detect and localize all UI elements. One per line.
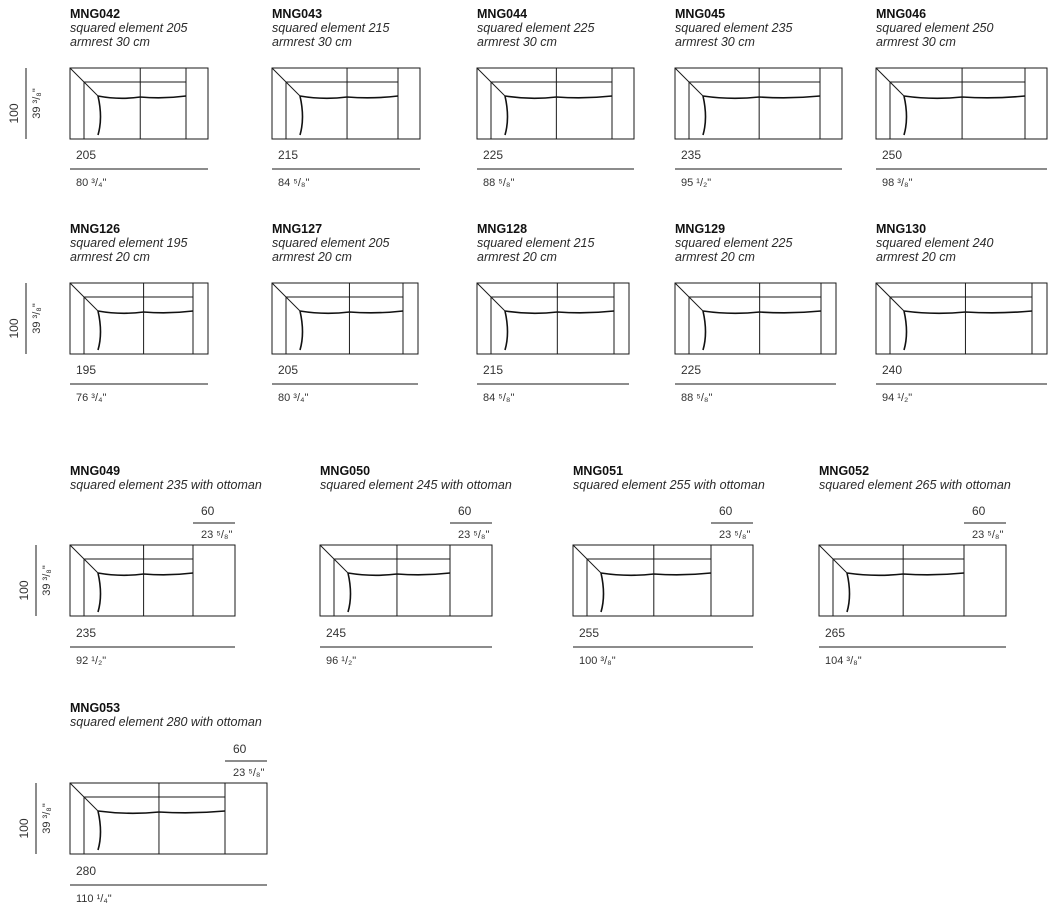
product-code: MNG051	[573, 464, 624, 478]
product-mng044	[477, 7, 634, 189]
product-mng126	[70, 222, 208, 404]
product-code: MNG129	[675, 222, 726, 236]
width-dim-in: 100 ³/₈"	[579, 655, 616, 667]
row-1	[7, 222, 1047, 404]
product-description: squared element 265 with ottoman	[819, 478, 1011, 492]
width-dim-in: 88 ⁵/₈"	[483, 177, 515, 189]
chaise-cushion-curve	[601, 573, 604, 612]
seat-cushion-line	[98, 573, 193, 575]
product-code: MNG043	[272, 7, 323, 21]
row-2	[17, 464, 1011, 667]
ottoman-width-in: 23 ⁵/₈"	[458, 529, 490, 541]
armrest-spec: armrest 20 cm	[272, 250, 352, 264]
product-description: squared element 215	[477, 236, 595, 250]
product-mng043	[272, 7, 420, 189]
width-dim-cm: 215	[483, 363, 504, 377]
width-dim-cm: 235	[681, 148, 702, 162]
armrest-spec: armrest 20 cm	[675, 250, 755, 264]
width-dim-cm: 265	[825, 626, 846, 640]
ottoman-width-cm: 60	[233, 742, 247, 756]
sofa-outline	[272, 283, 418, 354]
product-description: squared element 225	[477, 21, 595, 35]
product-description: squared element 205	[70, 21, 188, 35]
seat-cushion-line	[703, 96, 820, 98]
armrest-spec: armrest 30 cm	[272, 35, 352, 49]
height-in-label: 39 ³/₈"	[31, 88, 43, 119]
product-mng050	[320, 464, 512, 667]
width-dim-cm: 225	[681, 363, 702, 377]
product-description: squared element 250	[876, 21, 994, 35]
width-dim-cm: 280	[76, 864, 97, 878]
chaise-cushion-curve	[904, 311, 907, 350]
width-dim-in: 76 ³/₄"	[76, 392, 107, 404]
seat-cushion-line	[904, 311, 1032, 313]
sofa-outline	[70, 68, 208, 139]
product-mng127	[272, 222, 418, 404]
ottoman-width-cm: 60	[972, 504, 986, 518]
product-mng129	[675, 222, 836, 404]
width-dim-cm: 195	[76, 363, 97, 377]
armrest-spec: armrest 30 cm	[675, 35, 755, 49]
product-code: MNG127	[272, 222, 323, 236]
width-dim-cm: 205	[76, 148, 97, 162]
width-dim-cm: 240	[882, 363, 903, 377]
product-mng046	[876, 7, 1047, 189]
product-code: MNG130	[876, 222, 927, 236]
chaise-cushion-curve	[703, 311, 706, 350]
sofa-outline	[70, 545, 235, 616]
height-cm-label: 100	[7, 318, 21, 339]
product-mng042	[70, 7, 208, 189]
width-dim-cm: 225	[483, 148, 504, 162]
height-in-label: 39 ³/₈"	[41, 803, 53, 834]
product-description: squared element 215	[272, 21, 390, 35]
seat-cushion-line	[98, 96, 186, 98]
chaise-cushion-curve	[847, 573, 850, 612]
sofa-outline	[320, 545, 492, 616]
chaise-cushion-curve	[348, 573, 351, 612]
product-description: squared element 255 with ottoman	[573, 478, 765, 492]
product-code: MNG042	[70, 7, 121, 21]
sofa-outline	[573, 545, 753, 616]
seat-cushion-line	[847, 573, 964, 575]
chaise-cushion-curve	[505, 311, 508, 350]
seat-cushion-line	[703, 311, 821, 313]
chaise-cushion-curve	[98, 311, 101, 350]
product-code: MNG045	[675, 7, 726, 21]
product-description: squared element 235	[675, 21, 793, 35]
width-dim-in: 110 ¹/₄"	[76, 893, 112, 905]
width-dim-in: 94 ¹/₂"	[882, 392, 913, 404]
product-description: squared element 240	[876, 236, 994, 250]
width-dim-cm: 245	[326, 626, 347, 640]
seat-cushion-line	[601, 573, 711, 575]
chaise-cushion-curve	[300, 311, 303, 350]
armrest-spec: armrest 30 cm	[477, 35, 557, 49]
armrest-spec: armrest 20 cm	[70, 250, 150, 264]
width-dim-cm: 205	[278, 363, 299, 377]
ottoman-width-cm: 60	[458, 504, 472, 518]
width-dim-in: 104 ³/₈"	[825, 655, 862, 667]
chaise-cushion-curve	[505, 96, 508, 135]
ottoman-width-in: 23 ⁵/₈"	[233, 767, 265, 779]
armrest-spec: armrest 30 cm	[70, 35, 150, 49]
ottoman-width-cm: 60	[201, 504, 215, 518]
product-code: MNG044	[477, 7, 528, 21]
ottoman-width-cm: 60	[719, 504, 733, 518]
armrest-spec: armrest 20 cm	[876, 250, 956, 264]
product-mng049	[70, 464, 262, 667]
product-code: MNG052	[819, 464, 870, 478]
sofa-outline	[70, 283, 208, 354]
width-dim-in: 80 ³/₄"	[76, 177, 107, 189]
width-dim-in: 95 ¹/₂"	[681, 177, 712, 189]
product-mng053	[70, 701, 267, 905]
sofa-outline	[477, 68, 634, 139]
width-dim-cm: 250	[882, 148, 903, 162]
width-dim-cm: 215	[278, 148, 299, 162]
product-code: MNG046	[876, 7, 927, 21]
width-dim-cm: 255	[579, 626, 600, 640]
product-code: MNG126	[70, 222, 121, 236]
height-in-label: 39 ³/₈"	[31, 303, 43, 334]
seat-cushion-line	[98, 811, 225, 813]
product-code: MNG050	[320, 464, 371, 478]
height-cm-label: 100	[17, 818, 31, 839]
width-dim-in: 84 ⁵/₈"	[483, 392, 515, 404]
width-dim-in: 96 ¹/₂"	[326, 655, 357, 667]
seat-cushion-line	[300, 311, 403, 313]
height-cm-label: 100	[17, 580, 31, 601]
seat-cushion-line	[505, 96, 612, 98]
ottoman-width-in: 23 ⁵/₈"	[201, 529, 233, 541]
row-0	[7, 7, 1047, 189]
chaise-cushion-curve	[904, 96, 907, 135]
chaise-cushion-curve	[703, 96, 706, 135]
width-dim-in: 98 ³/₈"	[882, 177, 913, 189]
seat-cushion-line	[300, 96, 398, 98]
armrest-spec: armrest 30 cm	[876, 35, 956, 49]
row-3	[17, 701, 267, 905]
sofa-outline	[876, 68, 1047, 139]
product-code: MNG128	[477, 222, 528, 236]
seat-cushion-line	[505, 311, 614, 313]
width-dim-in: 92 ¹/₂"	[76, 655, 107, 667]
width-dim-in: 80 ³/₄"	[278, 392, 309, 404]
armrest-spec: armrest 20 cm	[477, 250, 557, 264]
width-dim-cm: 235	[76, 626, 97, 640]
product-description: squared element 195	[70, 236, 188, 250]
width-dim-in: 84 ⁵/₈"	[278, 177, 310, 189]
seat-cushion-line	[98, 311, 193, 313]
product-code: MNG053	[70, 701, 121, 715]
sofa-outline	[819, 545, 1006, 616]
product-mng045	[675, 7, 842, 189]
sofa-outline	[675, 68, 842, 139]
chaise-cushion-curve	[98, 96, 101, 135]
product-code: MNG049	[70, 464, 121, 478]
ottoman-width-in: 23 ⁵/₈"	[972, 529, 1004, 541]
product-mng051	[573, 464, 765, 667]
product-mng130	[876, 222, 1047, 404]
ottoman-width-in: 23 ⁵/₈"	[719, 529, 751, 541]
chaise-cushion-curve	[300, 96, 303, 135]
product-description: squared element 280 with ottoman	[70, 715, 262, 729]
sofa-outline	[477, 283, 629, 354]
diagram-layer	[7, 7, 1047, 905]
product-mng128	[477, 222, 629, 404]
product-description: squared element 225	[675, 236, 793, 250]
seat-cushion-line	[904, 96, 1025, 98]
chaise-cushion-curve	[98, 811, 101, 850]
chaise-cushion-curve	[98, 573, 101, 612]
sofa-outline	[675, 283, 836, 354]
product-description: squared element 245 with ottoman	[320, 478, 512, 492]
sofa-outline	[876, 283, 1047, 354]
height-cm-label: 100	[7, 103, 21, 124]
width-dim-in: 88 ⁵/₈"	[681, 392, 713, 404]
product-mng052	[819, 464, 1011, 667]
product-description: squared element 205	[272, 236, 390, 250]
seat-cushion-line	[348, 573, 450, 575]
product-description: squared element 235 with ottoman	[70, 478, 262, 492]
height-in-label: 39 ³/₈"	[41, 565, 53, 596]
